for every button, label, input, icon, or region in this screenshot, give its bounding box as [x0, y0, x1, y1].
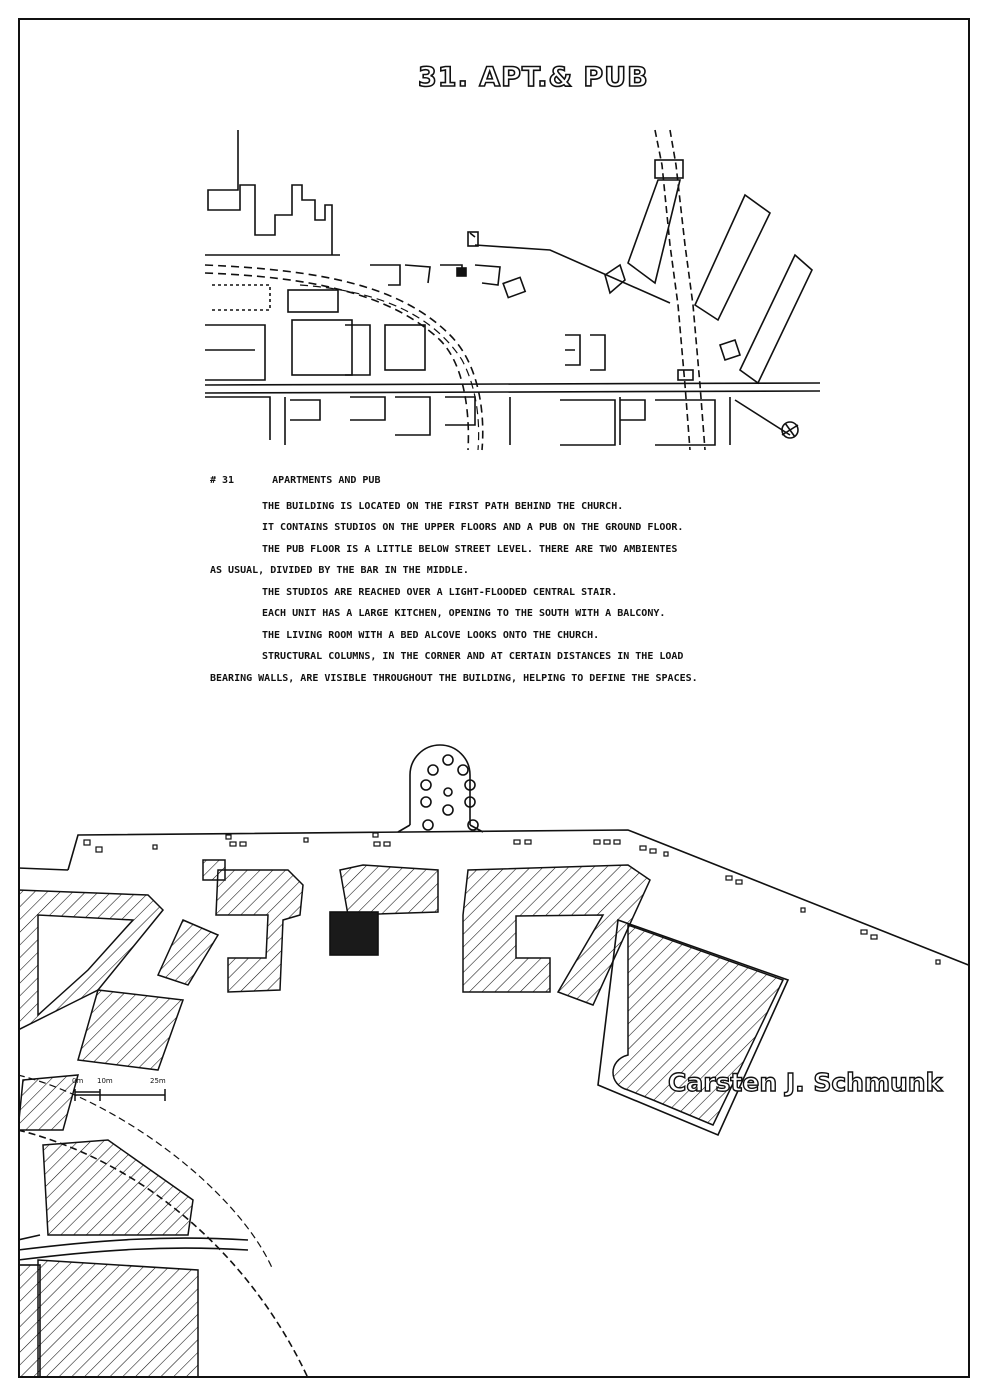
- description-line: THE STUDIOS ARE REACHED OVER A LIGHT-FLOODED CENTRAL STAIR.: [262, 586, 618, 598]
- highlight-building: [330, 912, 378, 955]
- building-block: [216, 870, 303, 992]
- building-block: [463, 865, 650, 1005]
- block-outline: [208, 130, 332, 255]
- description-line: EACH UNIT HAS A LARGE KITCHEN, OPENING TO THE SOUTH WITH A BALCONY.: [262, 608, 666, 619]
- project-number: # 31: [210, 475, 235, 486]
- scale-label: 25m: [150, 1077, 166, 1085]
- description: [210, 470, 810, 689]
- description-line: BEARING WALLS, ARE VISIBLE THROUGHOUT THE BUILDING, HELPING TO DEFINE THE SPACES.: [210, 672, 698, 684]
- church-apse: [410, 745, 470, 825]
- scale-label: 10m: [97, 1077, 113, 1085]
- scale-bar: [70, 1075, 180, 1111]
- description-line: STRUCTURAL COLUMNS, IN THE CORNER AND AT CERTAIN DISTANCES IN THE LOAD: [262, 651, 684, 662]
- scale-label: 0m: [72, 1077, 84, 1085]
- author-signature: Carsten J. Schmunk: [668, 1068, 943, 1097]
- project-heading: APARTMENTS AND PUB: [272, 475, 381, 486]
- description-line: THE LIVING ROOM WITH A BED ALCOVE LOOKS ONTO THE CHURCH.: [262, 629, 600, 641]
- site-plan: [200, 125, 820, 455]
- description-line: THE BUILDING IS LOCATED ON THE FIRST PATH BEHIND THE CHURCH.: [262, 500, 624, 512]
- page-title: 31. APT.& PUB: [418, 62, 649, 93]
- description-line: THE PUB FLOOR IS A LITTLE BELOW STREET LEVEL. THERE ARE TWO AMBIENTES: [262, 543, 678, 555]
- description-line: AS USUAL, DIVIDED BY THE BAR IN THE MIDDLE.: [210, 565, 469, 576]
- detail-plan: [18, 730, 970, 1378]
- description-line: IT CONTAINS STUDIOS ON THE UPPER FLOORS AND A PUB ON THE GROUND FLOOR.: [262, 522, 684, 533]
- building-block: [340, 865, 438, 915]
